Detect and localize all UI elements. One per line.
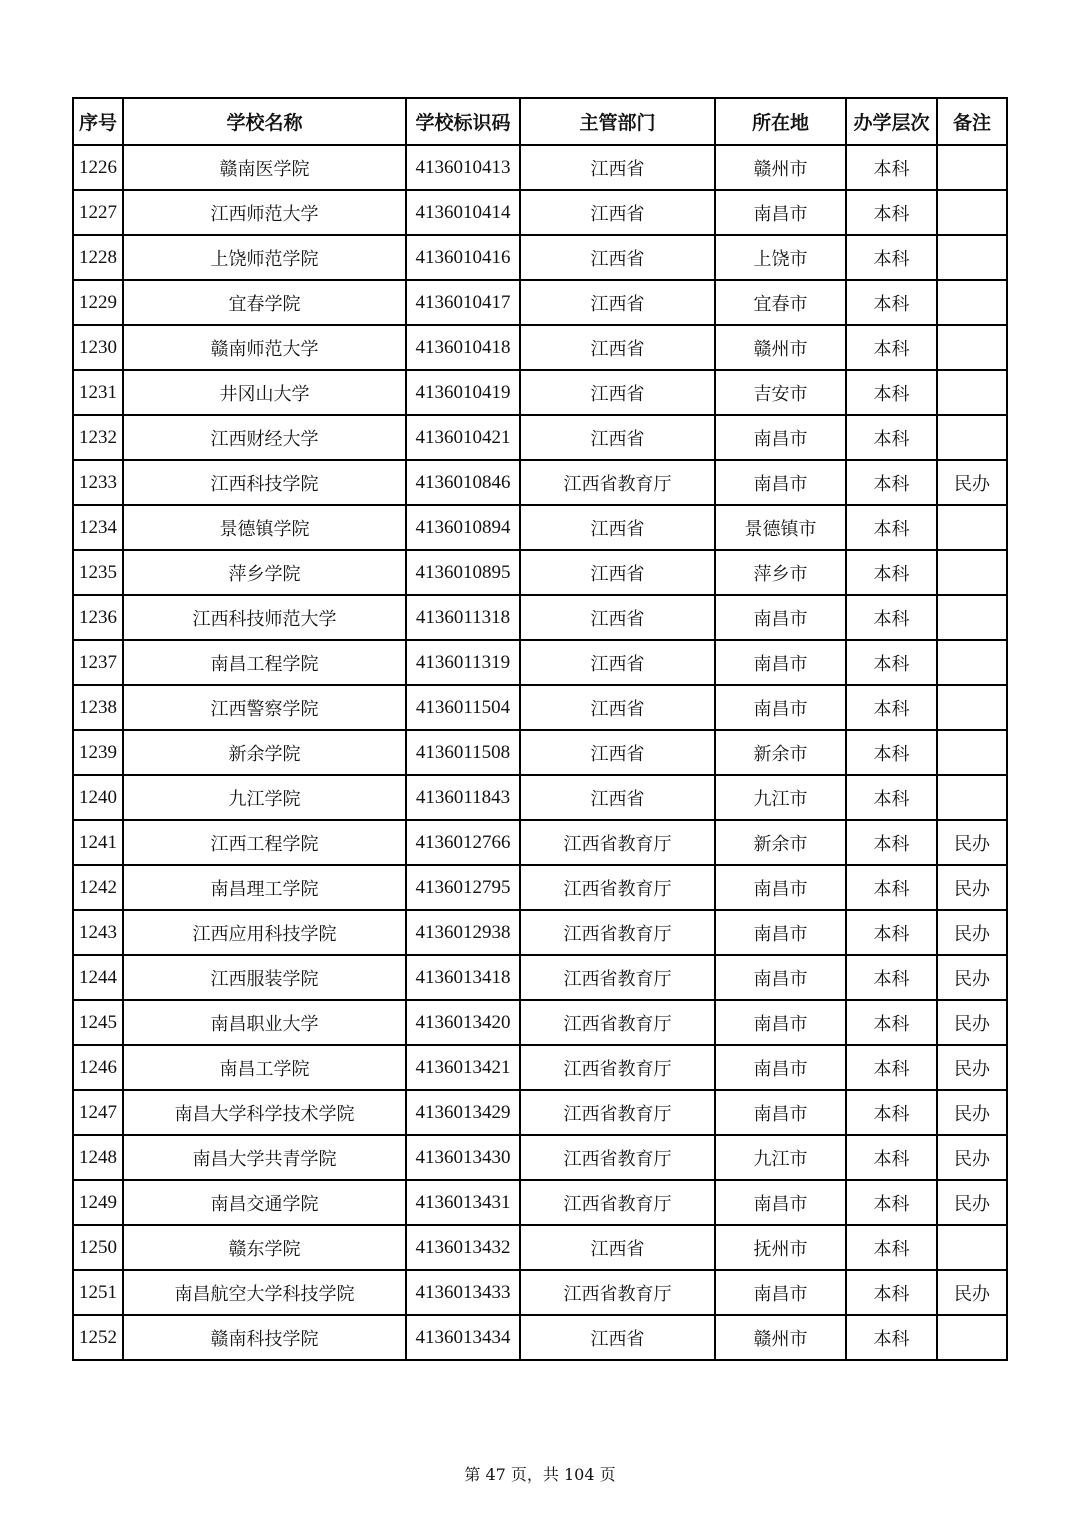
remarks-cell: [937, 550, 1007, 595]
level-cell: 本科: [846, 1225, 937, 1270]
school-code-cell: 4136011843: [406, 775, 520, 820]
serial-no-cell: 1227: [73, 190, 123, 235]
location-cell: 南昌市: [715, 955, 846, 1000]
serial-no-cell: 1234: [73, 505, 123, 550]
location-cell: 南昌市: [715, 1270, 846, 1315]
authority-cell: 江西省: [520, 505, 715, 550]
level-cell: 本科: [846, 505, 937, 550]
authority-cell: 江西省: [520, 280, 715, 325]
serial-no-cell: 1240: [73, 775, 123, 820]
table-row: [73, 1135, 1007, 1180]
serial-no-cell: 1244: [73, 955, 123, 1000]
authority-cell: 江西省: [520, 190, 715, 235]
school-code-cell: 4136012795: [406, 865, 520, 910]
location-cell: 赣州市: [715, 1315, 846, 1360]
location-cell: 南昌市: [715, 190, 846, 235]
school-name-cell: 江西财经大学: [123, 415, 406, 460]
school-name-cell: 南昌交通学院: [123, 1180, 406, 1225]
location-cell: 南昌市: [715, 1180, 846, 1225]
remarks-cell: [937, 325, 1007, 370]
remarks-cell: [937, 685, 1007, 730]
school-code-cell: 4136010421: [406, 415, 520, 460]
table-row: [73, 1180, 1007, 1225]
table-row: [73, 505, 1007, 550]
remarks-cell: [937, 190, 1007, 235]
table-row: [73, 550, 1007, 595]
location-cell: 南昌市: [715, 640, 846, 685]
school-code-cell: 4136013434: [406, 1315, 520, 1360]
remarks-cell: 民办: [937, 1270, 1007, 1315]
table-row: [73, 370, 1007, 415]
school-name-cell: 江西应用科技学院: [123, 910, 406, 955]
remarks-cell: [937, 145, 1007, 190]
authority-cell: 江西省: [520, 775, 715, 820]
serial-no-cell: 1237: [73, 640, 123, 685]
school-name-cell: 江西工程学院: [123, 820, 406, 865]
table-row: [73, 190, 1007, 235]
location-cell: 赣州市: [715, 145, 846, 190]
remarks-cell: [937, 775, 1007, 820]
level-cell: 本科: [846, 865, 937, 910]
authority-cell: 江西省教育厅: [520, 865, 715, 910]
table-row: [73, 1045, 1007, 1090]
remarks-cell: 民办: [937, 910, 1007, 955]
authority-cell: 江西省: [520, 1315, 715, 1360]
level-cell: 本科: [846, 955, 937, 1000]
serial-no-cell: 1230: [73, 325, 123, 370]
authority-cell: 江西省: [520, 235, 715, 280]
table-row: [73, 145, 1007, 190]
remarks-cell: [937, 1225, 1007, 1270]
school-name-cell: 赣南科技学院: [123, 1315, 406, 1360]
header-location: 所在地: [715, 98, 846, 145]
location-cell: 上饶市: [715, 235, 846, 280]
school-code-cell: 4136013420: [406, 1000, 520, 1045]
serial-no-cell: 1245: [73, 1000, 123, 1045]
location-cell: 吉安市: [715, 370, 846, 415]
authority-cell: 江西省教育厅: [520, 1180, 715, 1225]
school-name-cell: 南昌大学共青学院: [123, 1135, 406, 1180]
school-code-cell: 4136013429: [406, 1090, 520, 1135]
header-serial-no: 序号: [73, 98, 123, 145]
table-body: [73, 145, 1007, 1360]
serial-no-cell: 1231: [73, 370, 123, 415]
school-list-table: [72, 97, 1008, 1361]
authority-cell: 江西省教育厅: [520, 1135, 715, 1180]
school-code-cell: 4136012938: [406, 910, 520, 955]
serial-no-cell: 1233: [73, 460, 123, 505]
serial-no-cell: 1236: [73, 595, 123, 640]
table-row: [73, 280, 1007, 325]
school-code-cell: 4136013418: [406, 955, 520, 1000]
header-level: 办学层次: [846, 98, 937, 145]
school-code-cell: 4136013432: [406, 1225, 520, 1270]
school-name-cell: 赣南医学院: [123, 145, 406, 190]
serial-no-cell: 1248: [73, 1135, 123, 1180]
remarks-cell: 民办: [937, 1135, 1007, 1180]
level-cell: 本科: [846, 415, 937, 460]
level-cell: 本科: [846, 685, 937, 730]
remarks-cell: 民办: [937, 1000, 1007, 1045]
school-code-cell: 4136013430: [406, 1135, 520, 1180]
header-authority: 主管部门: [520, 98, 715, 145]
school-name-cell: 南昌职业大学: [123, 1000, 406, 1045]
school-code-cell: 4136013433: [406, 1270, 520, 1315]
authority-cell: 江西省: [520, 595, 715, 640]
remarks-cell: [937, 730, 1007, 775]
serial-no-cell: 1226: [73, 145, 123, 190]
page-number-footer: 第 47 页，共 104 页: [464, 1465, 616, 1484]
table-row: [73, 325, 1007, 370]
header-remarks: 备注: [937, 98, 1007, 145]
school-name-cell: 景德镇学院: [123, 505, 406, 550]
location-cell: 新余市: [715, 820, 846, 865]
level-cell: 本科: [846, 1180, 937, 1225]
authority-cell: 江西省: [520, 640, 715, 685]
table-row: [73, 1090, 1007, 1135]
serial-no-cell: 1241: [73, 820, 123, 865]
school-code-cell: 4136010419: [406, 370, 520, 415]
header-school-name: 学校名称: [123, 98, 406, 145]
authority-cell: 江西省教育厅: [520, 1000, 715, 1045]
school-code-cell: 4136010846: [406, 460, 520, 505]
remarks-cell: [937, 595, 1007, 640]
school-name-cell: 萍乡学院: [123, 550, 406, 595]
serial-no-cell: 1228: [73, 235, 123, 280]
remarks-cell: [937, 370, 1007, 415]
table-row: [73, 235, 1007, 280]
remarks-cell: [937, 505, 1007, 550]
table-row: [73, 460, 1007, 505]
authority-cell: 江西省教育厅: [520, 820, 715, 865]
level-cell: 本科: [846, 145, 937, 190]
table-row: [73, 1000, 1007, 1045]
school-code-cell: 4136011504: [406, 685, 520, 730]
school-code-cell: 4136010418: [406, 325, 520, 370]
table-row: [73, 595, 1007, 640]
location-cell: 九江市: [715, 775, 846, 820]
authority-cell: 江西省: [520, 685, 715, 730]
remarks-cell: 民办: [937, 865, 1007, 910]
location-cell: 萍乡市: [715, 550, 846, 595]
school-name-cell: 江西警察学院: [123, 685, 406, 730]
serial-no-cell: 1250: [73, 1225, 123, 1270]
location-cell: 南昌市: [715, 595, 846, 640]
school-name-cell: 江西科技师范大学: [123, 595, 406, 640]
remarks-cell: [937, 640, 1007, 685]
school-name-cell: 九江学院: [123, 775, 406, 820]
school-name-cell: 南昌工程学院: [123, 640, 406, 685]
location-cell: 抚州市: [715, 1225, 846, 1270]
level-cell: 本科: [846, 820, 937, 865]
location-cell: 南昌市: [715, 1045, 846, 1090]
school-name-cell: 井冈山大学: [123, 370, 406, 415]
location-cell: 赣州市: [715, 325, 846, 370]
authority-cell: 江西省教育厅: [520, 955, 715, 1000]
level-cell: 本科: [846, 1045, 937, 1090]
table-row: [73, 1225, 1007, 1270]
level-cell: 本科: [846, 1135, 937, 1180]
location-cell: 南昌市: [715, 415, 846, 460]
serial-no-cell: 1242: [73, 865, 123, 910]
school-name-cell: 宜春学院: [123, 280, 406, 325]
location-cell: 南昌市: [715, 865, 846, 910]
serial-no-cell: 1247: [73, 1090, 123, 1135]
level-cell: 本科: [846, 325, 937, 370]
school-code-cell: 4136013421: [406, 1045, 520, 1090]
school-name-cell: 新余学院: [123, 730, 406, 775]
school-code-cell: 4136010894: [406, 505, 520, 550]
serial-no-cell: 1235: [73, 550, 123, 595]
authority-cell: 江西省教育厅: [520, 1090, 715, 1135]
level-cell: 本科: [846, 1270, 937, 1315]
school-code-cell: 4136010413: [406, 145, 520, 190]
table-row: [73, 1270, 1007, 1315]
remarks-cell: 民办: [937, 1090, 1007, 1135]
table-row: [73, 865, 1007, 910]
authority-cell: 江西省: [520, 145, 715, 190]
remarks-cell: [937, 280, 1007, 325]
school-code-cell: 4136010416: [406, 235, 520, 280]
level-cell: 本科: [846, 1000, 937, 1045]
location-cell: 景德镇市: [715, 505, 846, 550]
authority-cell: 江西省: [520, 550, 715, 595]
table-row: [73, 685, 1007, 730]
location-cell: 南昌市: [715, 910, 846, 955]
location-cell: 南昌市: [715, 1090, 846, 1135]
school-name-cell: 赣东学院: [123, 1225, 406, 1270]
authority-cell: 江西省教育厅: [520, 1045, 715, 1090]
school-code-cell: 4136012766: [406, 820, 520, 865]
serial-no-cell: 1232: [73, 415, 123, 460]
table-header-row: [73, 98, 1007, 145]
table-row: [73, 955, 1007, 1000]
level-cell: 本科: [846, 235, 937, 280]
school-name-cell: 江西科技学院: [123, 460, 406, 505]
authority-cell: 江西省: [520, 1225, 715, 1270]
remarks-cell: [937, 1315, 1007, 1360]
authority-cell: 江西省教育厅: [520, 460, 715, 505]
authority-cell: 江西省: [520, 415, 715, 460]
level-cell: 本科: [846, 595, 937, 640]
school-code-cell: 4136010414: [406, 190, 520, 235]
level-cell: 本科: [846, 910, 937, 955]
school-code-cell: 4136011319: [406, 640, 520, 685]
level-cell: 本科: [846, 550, 937, 595]
school-name-cell: 江西师范大学: [123, 190, 406, 235]
serial-no-cell: 1246: [73, 1045, 123, 1090]
remarks-cell: [937, 235, 1007, 280]
location-cell: 南昌市: [715, 1000, 846, 1045]
level-cell: 本科: [846, 1315, 937, 1360]
level-cell: 本科: [846, 460, 937, 505]
table-row: [73, 730, 1007, 775]
serial-no-cell: 1229: [73, 280, 123, 325]
school-code-cell: 4136011508: [406, 730, 520, 775]
table-row: [73, 415, 1007, 460]
level-cell: 本科: [846, 190, 937, 235]
level-cell: 本科: [846, 1090, 937, 1135]
remarks-cell: 民办: [937, 955, 1007, 1000]
serial-no-cell: 1251: [73, 1270, 123, 1315]
level-cell: 本科: [846, 775, 937, 820]
table-row: [73, 820, 1007, 865]
remarks-cell: 民办: [937, 1180, 1007, 1225]
authority-cell: 江西省: [520, 730, 715, 775]
serial-no-cell: 1243: [73, 910, 123, 955]
school-code-cell: 4136011318: [406, 595, 520, 640]
serial-no-cell: 1238: [73, 685, 123, 730]
authority-cell: 江西省: [520, 370, 715, 415]
remarks-cell: 民办: [937, 1045, 1007, 1090]
serial-no-cell: 1249: [73, 1180, 123, 1225]
authority-cell: 江西省: [520, 325, 715, 370]
location-cell: 南昌市: [715, 460, 846, 505]
school-name-cell: 上饶师范学院: [123, 235, 406, 280]
level-cell: 本科: [846, 370, 937, 415]
level-cell: 本科: [846, 640, 937, 685]
location-cell: 宜春市: [715, 280, 846, 325]
school-name-cell: 南昌工学院: [123, 1045, 406, 1090]
level-cell: 本科: [846, 730, 937, 775]
table-row: [73, 910, 1007, 955]
table-row: [73, 1315, 1007, 1360]
table-row: [73, 640, 1007, 685]
header-school-code: 学校标识码: [406, 98, 520, 145]
school-name-cell: 江西服装学院: [123, 955, 406, 1000]
serial-no-cell: 1239: [73, 730, 123, 775]
location-cell: 南昌市: [715, 685, 846, 730]
remarks-cell: [937, 415, 1007, 460]
authority-cell: 江西省教育厅: [520, 1270, 715, 1315]
school-name-cell: 南昌航空大学科技学院: [123, 1270, 406, 1315]
serial-no-cell: 1252: [73, 1315, 123, 1360]
location-cell: 新余市: [715, 730, 846, 775]
school-code-cell: 4136010417: [406, 280, 520, 325]
table-row: [73, 775, 1007, 820]
school-code-cell: 4136010895: [406, 550, 520, 595]
authority-cell: 江西省教育厅: [520, 910, 715, 955]
school-name-cell: 赣南师范大学: [123, 325, 406, 370]
school-name-cell: 南昌理工学院: [123, 865, 406, 910]
school-code-cell: 4136013431: [406, 1180, 520, 1225]
school-name-cell: 南昌大学科学技术学院: [123, 1090, 406, 1135]
level-cell: 本科: [846, 280, 937, 325]
remarks-cell: 民办: [937, 820, 1007, 865]
location-cell: 九江市: [715, 1135, 846, 1180]
remarks-cell: 民办: [937, 460, 1007, 505]
